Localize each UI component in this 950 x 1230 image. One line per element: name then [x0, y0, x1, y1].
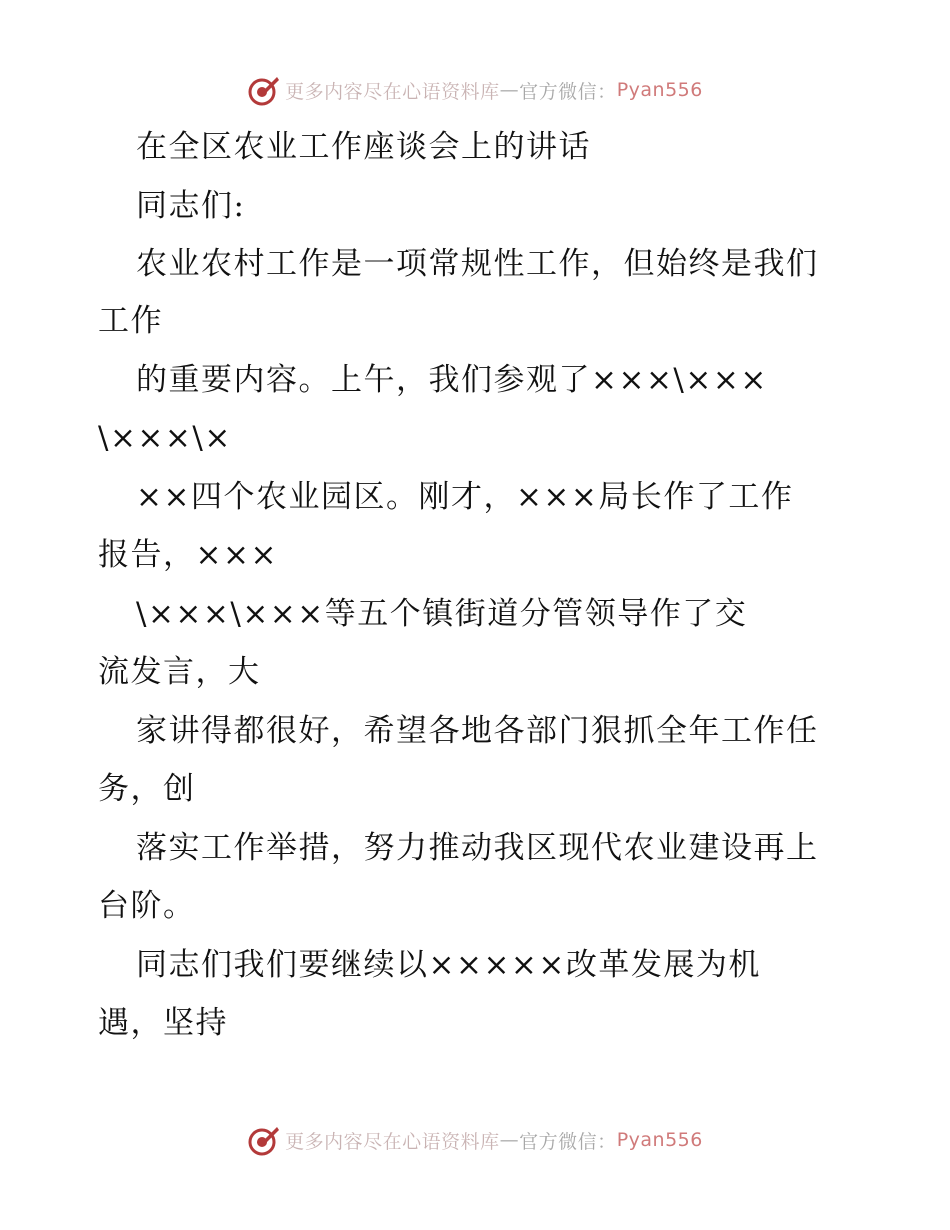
paragraph-line: 报告，××× — [98, 537, 278, 573]
watermark-site-text: 更多内容尽在心语资料库 — [285, 80, 500, 103]
paragraph-line: \×××\×××等五个镇街道分管领导作了交 — [136, 596, 748, 632]
footer-watermark — [0, 1120, 950, 1160]
paragraph-line: \×××\× — [98, 420, 232, 456]
watermark-separator: — — [499, 1129, 520, 1151]
paragraph-line: ××四个农业园区。刚才，×××局长作了工作 — [136, 479, 794, 515]
header-watermark — [0, 70, 950, 110]
watermark-wechat-id: Pyan556 — [616, 79, 703, 101]
paragraph-line: 遇，坚持 — [98, 1005, 228, 1041]
salutation: 同志们: — [136, 188, 246, 224]
quill-logo-icon — [247, 73, 281, 107]
watermark-separator: — — [499, 79, 520, 101]
paragraph-line: 落实工作举措，努力推动我区现代农业建设再上 — [136, 830, 819, 866]
paragraph-line: 农业农村工作是一项常规性工作，但始终是我们 — [136, 246, 819, 282]
paragraph-line: 工作 — [98, 303, 163, 339]
document-title: 在全区农业工作座谈会上的讲话 — [136, 129, 591, 165]
watermark-wechat-label: 官方微信： — [519, 1130, 617, 1153]
paragraph-line: 台阶。 — [98, 888, 196, 924]
paragraph-line: 同志们我们要继续以×××××改革发展为机 — [136, 947, 761, 983]
watermark-wechat-id: Pyan556 — [616, 1129, 703, 1151]
paragraph-line: 的重要内容。上午，我们参观了×××\××× — [136, 362, 768, 398]
paragraph-line: 务，创 — [98, 771, 196, 807]
paragraph-line: 流发言，大 — [98, 654, 261, 690]
watermark-site-text: 更多内容尽在心语资料库 — [285, 1130, 500, 1153]
quill-logo-icon — [247, 1123, 281, 1157]
paragraph-line: 家讲得都很好，希望各地各部门狠抓全年工作任 — [136, 713, 819, 749]
watermark-wechat-label: 官方微信： — [519, 80, 617, 103]
